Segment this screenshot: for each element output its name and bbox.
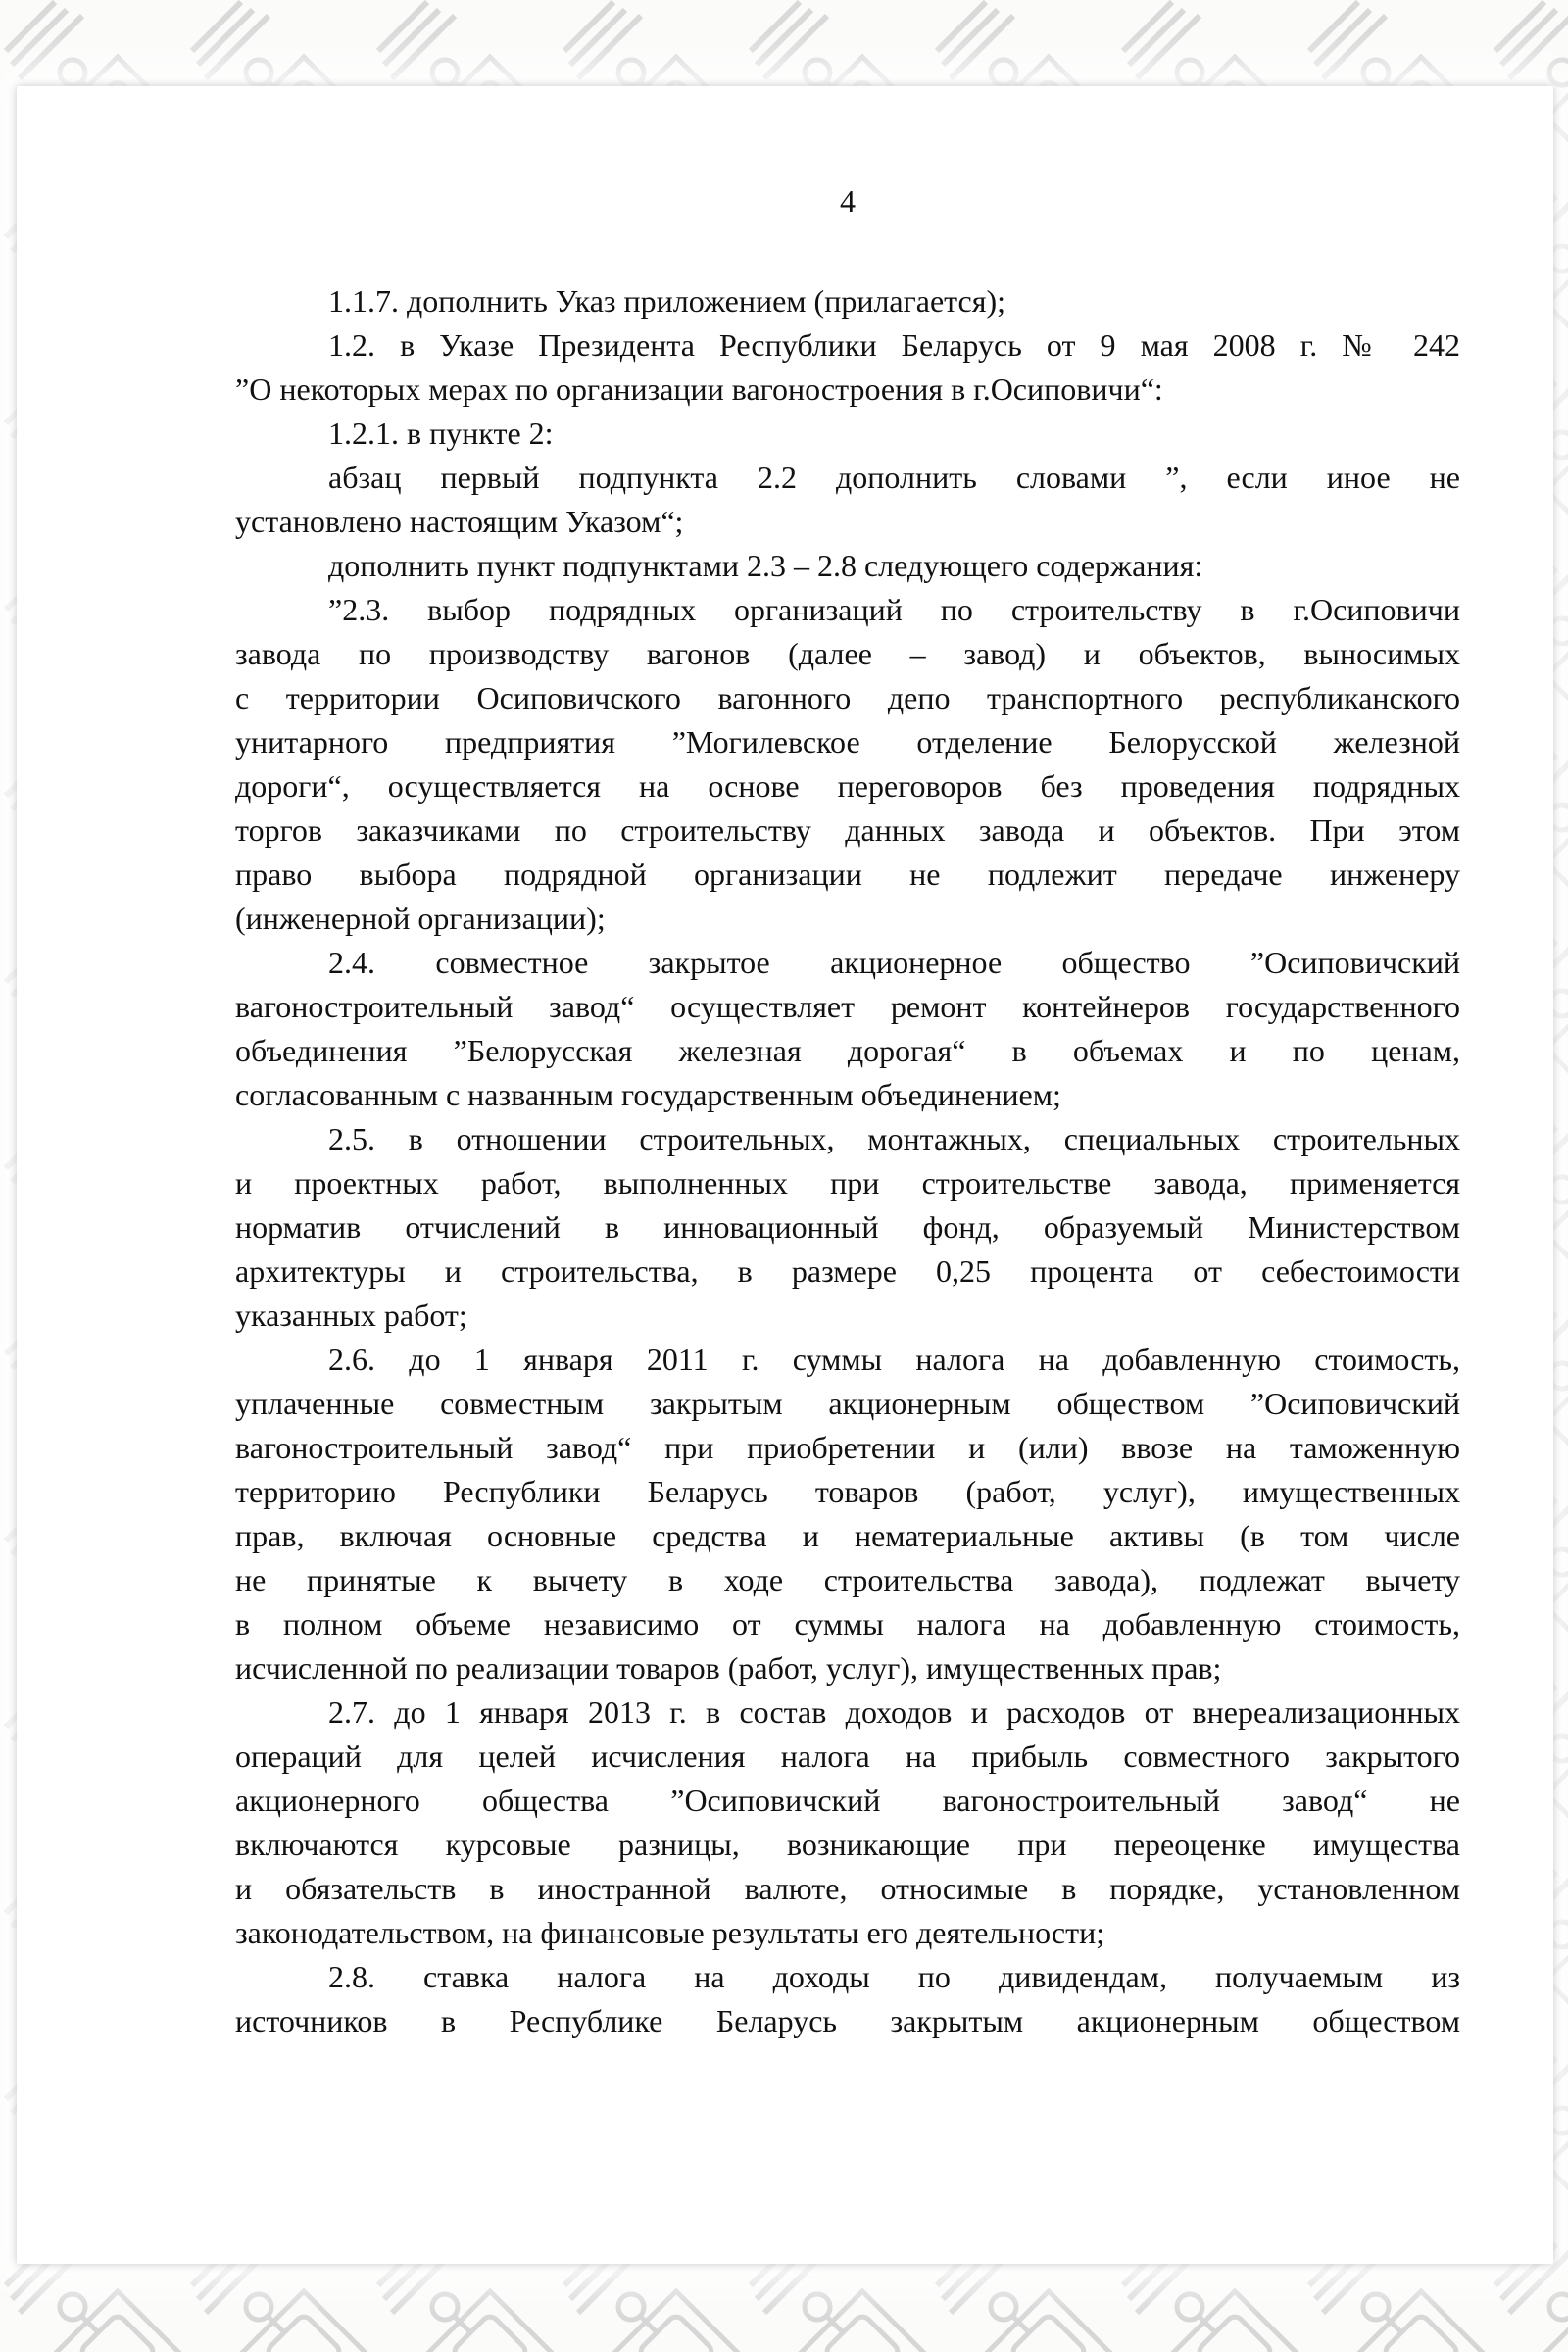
text-line: дополнить пункт подпунктами 2.3 – 2.8 следующего содержания: (328, 548, 1203, 583)
text-line: указанных работ; (235, 1298, 467, 1333)
text-line: 2.5. в отношении строительных, монтажных, специальных строительных (328, 1121, 1460, 1156)
text-line: абзац первый подпункта 2.2 дополнить словами ”, если иное не (328, 460, 1460, 495)
text-line: уплаченные совместным закрытым акционерным обществом ”Осиповичский (235, 1386, 1460, 1421)
text-line: законодательством, на финансовые результаты его деятельности; (235, 1915, 1105, 1950)
text-line: норматив отчислений в инновационный фонд, образуемый Министерством (235, 1209, 1460, 1245)
text-line: право выбора подрядной организации не подлежит передаче инженеру (235, 857, 1460, 892)
text-line: 1.1.7. дополнить Указ приложением (прилагается); (328, 283, 1005, 318)
text-line: исчисленной по реализации товаров (работ, услуг), имущественных прав; (235, 1650, 1222, 1686)
text-line: ”2.3. выбор подрядных организаций по строительству в г.Осиповичи (328, 592, 1460, 627)
text-line: не принятые к вычету в ходе строительства завода), подлежат вычету (235, 1562, 1460, 1597)
text-line: торгов заказчиками по строительству данных завода и объектов. При этом (235, 812, 1460, 848)
paragraph (235, 544, 1460, 588)
text-line: дороги“, осуществляется на основе переговоров без проведения подрядных (235, 768, 1460, 804)
text-line: прав, включая основные средства и нематериальные активы (в том числе (235, 1518, 1460, 1553)
text-line: акционерного общества ”Осиповичский вагоностроительный завод“ не (235, 1783, 1460, 1818)
text-line: (инженерной организации); (235, 901, 606, 936)
page-number: 4 (840, 183, 856, 219)
paragraph (235, 588, 1460, 941)
text-line: в полном объеме независимо от суммы налога на добавленную стоимость, (235, 1606, 1460, 1642)
paragraph (235, 456, 1460, 544)
paragraph (235, 1117, 1460, 1338)
text-line: операций для целей исчисления налога на прибыль совместного закрытого (235, 1739, 1460, 1774)
text-line: вагоностроительный завод“ при приобретении и (или) ввозе на таможенную (235, 1430, 1460, 1465)
paragraph (235, 941, 1460, 1117)
text-line: объединения ”Белорусская железная дорогая“ в объемах и по ценам, (235, 1033, 1460, 1068)
paragraph (235, 279, 1460, 323)
text-line: ”О некоторых мерах по организации вагоностроения в г.Осиповичи“: (235, 371, 1163, 407)
text-line: 1.2. в Указе Президента Республики Беларусь от 9 мая 2008 г. № 242 (328, 327, 1460, 363)
paragraph (235, 1690, 1460, 1955)
text-line: 2.7. до 1 января 2013 г. в состав доходов и расходов от внереализационных (328, 1694, 1460, 1730)
text-line: 2.4. совместное закрытое акционерное общество ”Осиповичский (328, 945, 1460, 980)
text-line: согласованным с названным государственным объединением; (235, 1077, 1061, 1112)
text-line: завода по производству вагонов (далее – завод) и объектов, выносимых (235, 636, 1460, 671)
text-line: и проектных работ, выполненных при строительстве завода, применяется (235, 1165, 1460, 1200)
paragraph (235, 1955, 1460, 2043)
paragraph (235, 1338, 1460, 1690)
document-sheet (17, 86, 1553, 2264)
paragraph (235, 323, 1460, 412)
text-line: включаются курсовые разницы, возникающие при переоценке имущества (235, 1827, 1460, 1862)
text-line: 2.6. до 1 января 2011 г. суммы налога на добавленную стоимость, (328, 1342, 1460, 1377)
text-line: архитектуры и строительства, в размере 0,25 процента от себестоимости (235, 1253, 1460, 1289)
text-line: территорию Республики Беларусь товаров (работ, услуг), имущественных (235, 1474, 1460, 1509)
paragraph (235, 412, 1460, 456)
text-line: с территории Осиповичского вагонного депо транспортного республиканского (235, 680, 1460, 715)
text-line: источников в Республике Беларусь закрытым акционерным обществом (235, 2003, 1460, 2038)
text-line: и обязательств в иностранной валюте, относимые в порядке, установленном (235, 1871, 1460, 1906)
text-line: 2.8. ставка налога на доходы по дивидендам, получаемым из (328, 1959, 1460, 1994)
text-line: унитарного предприятия ”Могилевское отделение Белорусской железной (235, 724, 1460, 760)
text-line: установлено настоящим Указом“; (235, 504, 684, 539)
text-line: 1.2.1. в пункте 2: (328, 416, 554, 451)
document-body-text (235, 279, 1460, 2043)
text-line: вагоностроительный завод“ осуществляет ремонт контейнеров государственного (235, 989, 1460, 1024)
